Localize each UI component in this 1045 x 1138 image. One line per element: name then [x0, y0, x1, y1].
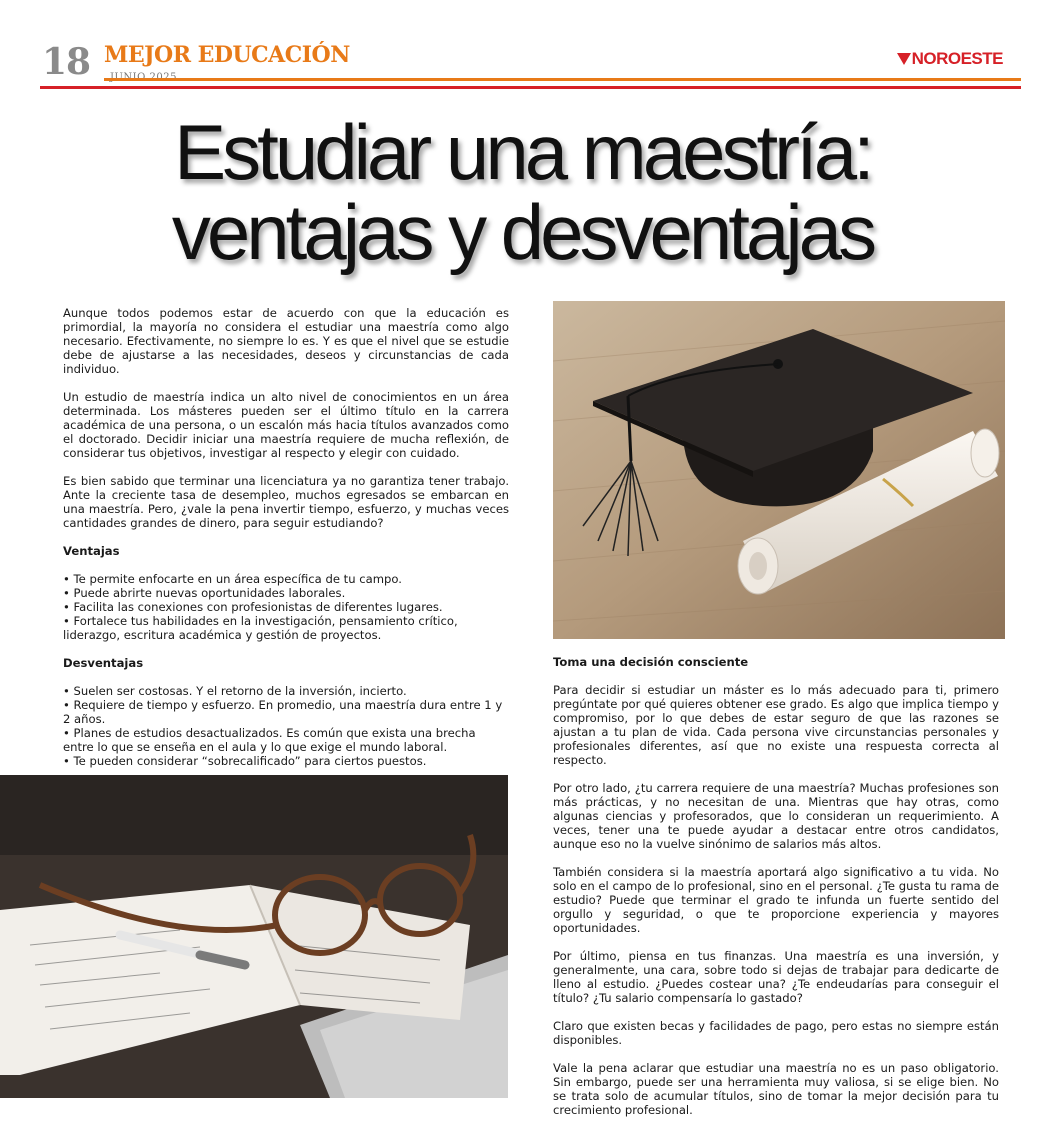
body-paragraph: Para decidir si estudiar un máster es lo más adecuado para ti, primero pregúntate por qué quieres obtener ese grado. Es algo que implica tiempo y compromiso, por lo que debes de estar seguro de que las razones se ajustan a tu plan de vida. Cada persona vive circunstancias personales y profesionales diferentes, así que no existe una respuesta correcta al respecto. — [553, 683, 999, 767]
body-paragraph: Por último, piensa en tus finanzas. Una maestría es una inversión, y generalmente, una cara, sobre todo si dejas de trabajar para dedicarte de lleno al estudio. ¿Puedes costear una? ¿Te endeudarías para conseguir el título? ¿Tu salario compensaría lo gastado? — [553, 949, 999, 1005]
body-paragraph: También considera si la maestría aportará algo significativo a tu vida. No solo en el campo de lo profesional, sino en el personal. ¿Te gusta tu rama de estudio? Puede que terminar el grado te infunda un fuerte sentido del orgullo y seguridad, o que te proporcione experiencia y mayores oportunidades. — [553, 865, 999, 935]
intro-paragraph: Es bien sabido que terminar una licenciatura ya no garantiza tener trabajo. Ante la creciente tasa de desempleo, muchos egresados se embarcan en una maestría. Pero, ¿vale la pena invertir tiempo, esfuerzo, y muchas veces cantidades grandes de dinero, para seguir estudiando? — [63, 474, 509, 530]
header-rule-red — [40, 86, 1021, 89]
decision-heading: Toma una decisión consciente — [553, 655, 749, 669]
graduation-cap-photo — [553, 301, 1005, 639]
headline — [0, 108, 1045, 276]
brand-mark-icon — [897, 53, 911, 65]
body-paragraph: Vale la pena aclarar que estudiar una maestría no es un paso obligatorio. Sin embargo, puede ser una herramienta muy valiosa, si se elige bien. No se trata solo de acumular títulos, sino de tomar la mejor decisión para tu crecimiento profesional. — [553, 1061, 999, 1117]
desventajas-list — [63, 684, 509, 768]
ventajas-heading: Ventajas — [63, 544, 120, 558]
headline-line-1: Estudiar una maestría: — [174, 108, 871, 196]
brand-logo — [897, 49, 1003, 69]
body-paragraph: Claro que existen becas y facilidades de pago, pero estas no siempre están disponibles. — [553, 1019, 999, 1047]
desventajas-heading: Desventajas — [63, 656, 144, 670]
intro-paragraph: Un estudio de maestría indica un alto nivel de conocimientos en un área determinada. Los másteres pueden ser el último título en la carrera académica de una persona, o un escalón más hacia títulos avanzados como el doctorado. Decidir iniciar una maestría requiere de mucha reflexión, de considerar tus objetivos, investigar al respecto y elegir con cuidado. — [63, 390, 509, 460]
right-column — [553, 655, 999, 1131]
ventaja-item: • Te permite enfocarte en un área específica de tu campo. — [63, 572, 509, 586]
ventaja-item: • Puede abrirte nuevas oportunidades laborales. — [63, 586, 509, 600]
ventaja-item: • Facilita las conexiones con profesionistas de diferentes lugares. — [63, 600, 509, 614]
glasses-notebook-photo — [0, 775, 508, 1098]
left-column — [63, 306, 509, 782]
brand-name: NOROESTE — [911, 49, 1003, 68]
header-rule-orange — [104, 78, 1021, 81]
ventaja-item: • Fortalece tus habilidades en la investigación, pensamiento crítico, liderazgo, escritura académica y gestión de proyectos. — [63, 614, 509, 642]
headline-line-2: ventajas y desventajas — [171, 188, 874, 276]
page-number: 18 — [42, 41, 91, 83]
desventaja-item: • Suelen ser costosas. Y el retorno de la inversión, incierto. — [63, 684, 509, 698]
body-paragraph: Por otro lado, ¿tu carrera requiere de una maestría? Muchas profesiones son más prácticas, y no necesitan de una. Mientras que hay otras, como algunas ciencias y profesorados, que lo consideran un requerimiento. A veces, tener una te puede ayudar a destacar entre otros candidatos, aunque eso no la vuelve sinónimo de salarios más altos. — [553, 781, 999, 851]
section-title: MEJOR EDUCACIÓN — [104, 42, 350, 68]
ventajas-list — [63, 572, 509, 642]
desventaja-item: • Planes de estudios desactualizados. Es común que exista una brecha entre lo que se enseña en el aula y lo que exige el mundo laboral. — [63, 726, 509, 754]
intro-paragraph: Aunque todos podemos estar de acuerdo con que la educación es primordial, la mayoría no considera el estudiar una maestría como algo necesario. Efectivamente, no siempre lo es. Y es que el nivel que se estudie debe de ajustarse a las necesidades, deseos y circunstancias de cada individuo. — [63, 306, 509, 376]
desventaja-item: • Te pueden considerar “sobrecalificado” para ciertos puestos. — [63, 754, 509, 768]
desventaja-item: • Requiere de tiempo y esfuerzo. En promedio, una maestría dura entre 1 y 2 años. — [63, 698, 509, 726]
